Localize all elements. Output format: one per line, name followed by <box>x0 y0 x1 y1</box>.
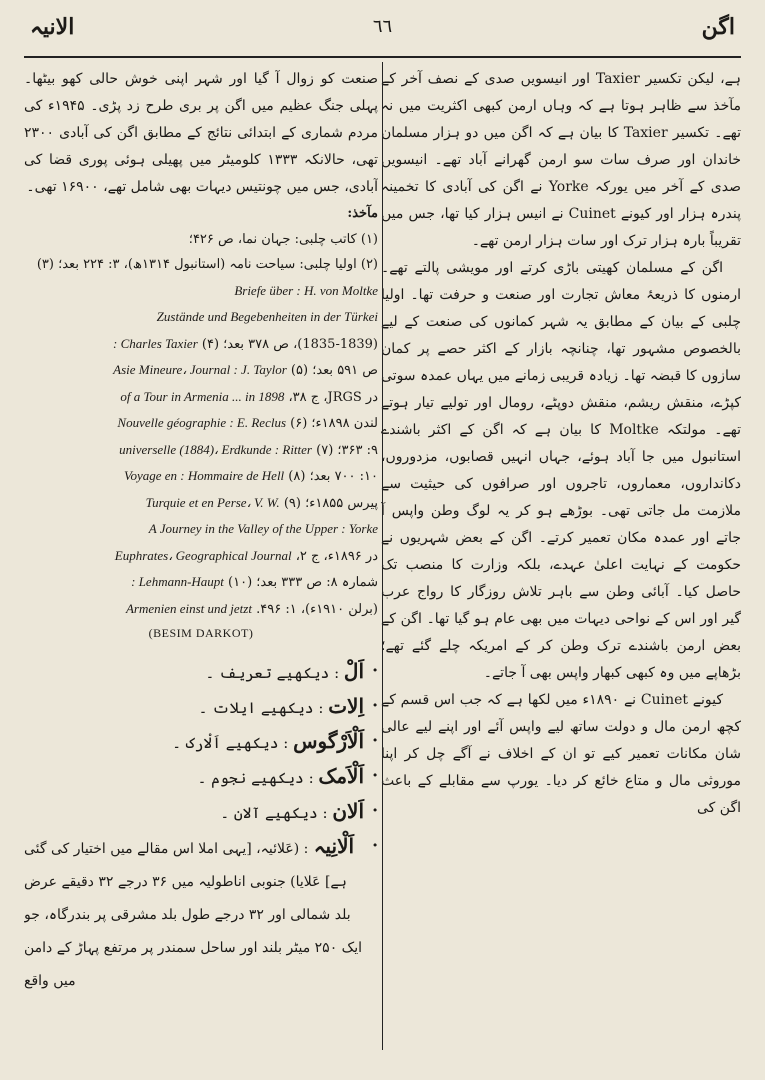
cross-reference-entry <box>24 795 378 830</box>
entry-reference: : دیکھیے تعریف ۔ <box>205 664 344 682</box>
cross-reference-entry <box>24 725 378 760</box>
sources-section <box>24 201 378 622</box>
source-item <box>24 463 378 490</box>
page-number: ٦٦ <box>372 16 393 37</box>
source-item <box>24 331 378 358</box>
source-urdu: لندن ۱۸۹۸ء؛ (۶) <box>286 416 378 431</box>
entry-headword: اَلْانِیہ <box>313 834 355 858</box>
source-item <box>24 384 378 411</box>
source-latin: : Lehmann-Haupt <box>131 574 224 589</box>
source-latin: Armenien einst und jetzt <box>125 600 252 616</box>
source-item <box>24 357 378 384</box>
source-item <box>24 596 378 623</box>
source-latin: of a Tour in Armenia ... in 1898 <box>120 388 285 404</box>
source-urdu: ۱۰: ۷۰۰ بعد؛ (۸) <box>284 469 378 484</box>
cross-reference-entry <box>24 690 378 725</box>
running-head-left: الانیہ <box>30 14 75 40</box>
entry-reference: : دیکھیے اَلْارک ۔ <box>172 734 294 752</box>
entry-headword: اَلْ <box>343 659 364 683</box>
source-latin: A Journey in the Valley of the Upper : Yorke <box>148 521 378 536</box>
source-urdu: (برلن ۱۹۱۰ء)، ۱: ۴۹۶. <box>251 601 378 617</box>
source-latin: Zustände und Begebenheiten in der Türkei <box>156 309 378 324</box>
source-urdu: (۱) کاتب چلبی: جہان نما، ص ۴۲۶؛ <box>188 231 378 247</box>
sources-heading: مآخذ: <box>347 206 378 221</box>
entry-bullet: · <box>372 731 378 751</box>
source-urdu: در ۱۸۹۶ء، ج ۲، <box>291 548 378 564</box>
left-column <box>24 66 378 1050</box>
source-urdu: در JRGS، ج ۳۸، <box>284 389 378 405</box>
entry-headword: اَلْاَمک <box>318 764 364 788</box>
cross-reference-list <box>24 655 378 830</box>
source-item <box>24 437 378 464</box>
source-urdu: شمارہ ۸: ص ۳۳۳ بعد؛ (۱۰) <box>223 575 378 590</box>
entry-headword: اَلْاَرْگوس <box>293 729 364 753</box>
source-urdu: ۹: ۳۶۳؛ (۷) <box>312 442 378 458</box>
source-item <box>24 252 378 304</box>
entry-bullet: · <box>372 766 378 786</box>
source-item <box>24 516 378 543</box>
column-divider <box>382 62 383 1050</box>
source-latin: universelle (1884)، Erdkunde : Ritter <box>119 441 312 457</box>
entry-bullet: · <box>372 836 378 856</box>
author-signature: (BESIM DARKOT) <box>148 626 254 640</box>
paragraph: صنعت کو زوال آ گیا اور شہر اپنی خوش حالی کھو بیٹھا۔ پہلی جنگ عظیم میں اگن پر بری طرح زد پڑی۔ ۱۹۴۵ء کی مردم شماری کے ابتدائی نتائج کے مطابق اگن کی آبادی ۲۳۰۰ تھی، حالانکہ ۱۳۳۳ کلومیٹر میں پھیلی ہوئی پوری قضا کی آبادی، جس میں چونتیس دیہات بھی شامل تھے، ۱۶۹۰۰ تھی۔ <box>24 71 378 195</box>
source-latin: Asie Mineure، Journal : J. Taylor <box>113 362 287 377</box>
source-latin: : Charles Taxier <box>113 335 198 351</box>
running-head-right: اگن <box>701 14 735 40</box>
source-urdu: ص ۵۹۱ بعد؛ (۵) <box>286 363 378 378</box>
entry-headword: اِلات <box>328 694 364 718</box>
entry-reference: : دیکھیے آلان ۔ <box>220 804 333 822</box>
entry-reference: : دیکھیے ایلات ۔ <box>198 699 329 717</box>
paragraph: اگن کے مسلمان کھیتی باڑی کرتے اور مویشی پالتے تھے۔ ارمنوں کا ذریعۂ معاش تجارت اور صنعت و حرفت تھا۔ اولیا چلبی کے بیان کے مطابق یہ شہر کمانوں کی صنعت کے لیے بالخصوص مشہور تھا، چنانچہ بازار کے اکثر حصے پر کمان سازوں کا قبضہ تھا۔ زیادہ قریبی زمانے میں یہاں عمدہ سوتی کپڑے، منقش ریشم، منقش دوپٹے، رومال اور تولیے تیار ہوتے تھے۔ مولتکہ Moltke کا بیان ہے کہ اگن کے اکثر باشندے استانبول میں جا آباد ہوئے، جہاں انہیں قصابوں، مزدوروں، دکانداروں، معماروں، تاجروں اور صرافوں کی حیثیت سے ملازمت مل جاتی تھی۔ بوڑھے ہو کر یہ لوگ وطن واپس آ جاتے اور عمدہ مکان تعمیر کرتے۔ اگن کے بعض شہریوں نے حکومت کے نہایت اعلیٰ عہدے، بلکہ وزارت کا منصب تک حاصل کیا۔ آبائی وطن سے باہر تلاش روزگار کا رواج عرب گیر اور اس کے نواحی دیہات میں بھی عام ہو گیا تھا۔ اگن کے بعض ارمن باشندے ترک وطن کر کے امریکہ چلے گئے تھے؛ بڑھاپے میں وہ کبھی کبھار واپس بھی آ جاتے۔ <box>381 260 741 681</box>
source-item <box>24 410 378 437</box>
right-column <box>381 66 741 1050</box>
source-item <box>24 304 378 331</box>
sources-list <box>24 227 378 623</box>
source-urdu: پیرس ۱۸۵۵ء؛ (۹) <box>279 495 378 511</box>
entry-reference: : دیکھیے نجوم ۔ <box>197 769 319 787</box>
source-latin: Briefe über : H. von Moltke <box>234 282 378 298</box>
entry-bullet: · <box>372 661 378 681</box>
entry-alaniye <box>24 830 378 997</box>
entry-bullet: · <box>372 801 378 821</box>
source-latin: Voyage en : Hommaire de Hell <box>124 468 285 483</box>
source-latin: Euphrates، Geographical Journal <box>114 547 292 563</box>
source-latin: Nouvelle géographie : E. Reclus <box>117 415 287 430</box>
entry-bullet: · <box>372 696 378 716</box>
source-item <box>24 543 378 570</box>
header-rule <box>24 56 741 58</box>
source-item <box>24 490 378 517</box>
entry-headword: اَلان <box>332 799 364 823</box>
cross-reference-entry <box>24 760 378 795</box>
source-item <box>24 227 378 253</box>
source-latin: Turquie et en Perse، V. W. <box>145 494 280 510</box>
cross-reference-entry <box>24 655 378 690</box>
source-item <box>24 569 378 596</box>
entry-body: : (عَلائیہ، [یہی املا اس مقالے میں اختیار کی گئی ہے] عَلایا) جنوبی اناطولیہ میں ۳۶ درجے ۳۲ دقیقے عرض بلد شمالی اور ۳۲ درجے طول بلد مشرقی پر بندرگاہ، جو ایک ۲۵۰ میٹر بلند اور ساحل سمندر پر مرتفع پہاڑ کے دامن میں واقع <box>24 841 362 989</box>
source-urdu: (۲) اولیا چلبی: سیاحت نامہ (استانبول ۱۳۱۴ھ)، ۳: ۲۲۴ بعد؛ (۳) <box>36 257 378 272</box>
paragraph: ہے، لیکن تکسیر Taxier اور انیسویں صدی کے نصف آخر کے مآخذ سے ظاہر ہوتا ہے کہ وہاں ارمن کبھی اکثریت میں نہ تھے۔ تکسیر Taxier کا بیان ہے کہ اگن میں دو ہزار مسلمان خاندان اور صرف سات سو ارمن گھرانے آباد تھے۔ انیسویں صدی کے آخر میں یورکہ Yorke نے اگن کی آبادی کا تخمینہ پندرہ ہزار اور کیونے Cuinet نے انیس ہزار کیا تھا، جس میں تقریباً بارہ ہزار ترک اور سات ہزار ارمن تھے۔ <box>381 71 741 249</box>
paragraph: کیونے Cuinet نے ۱۸۹۰ء میں لکھا ہے کہ جب اس قسم کے کچھ ارمن مال و دولت ساتھ لیے واپس آئے اور اپنے لیے عالی شان مکانات تعمیر کیے تو ان کے اخلاف نے آگے چل کر اپنا موروثی مال و متاع خائع کر دیا۔ یورپ سے مقابلے کے باعث اگن کی <box>381 692 741 816</box>
running-head <box>30 10 735 50</box>
source-urdu: (1835-1839)، ص ۳۷۸ بعد؛ (۴) <box>197 336 378 352</box>
